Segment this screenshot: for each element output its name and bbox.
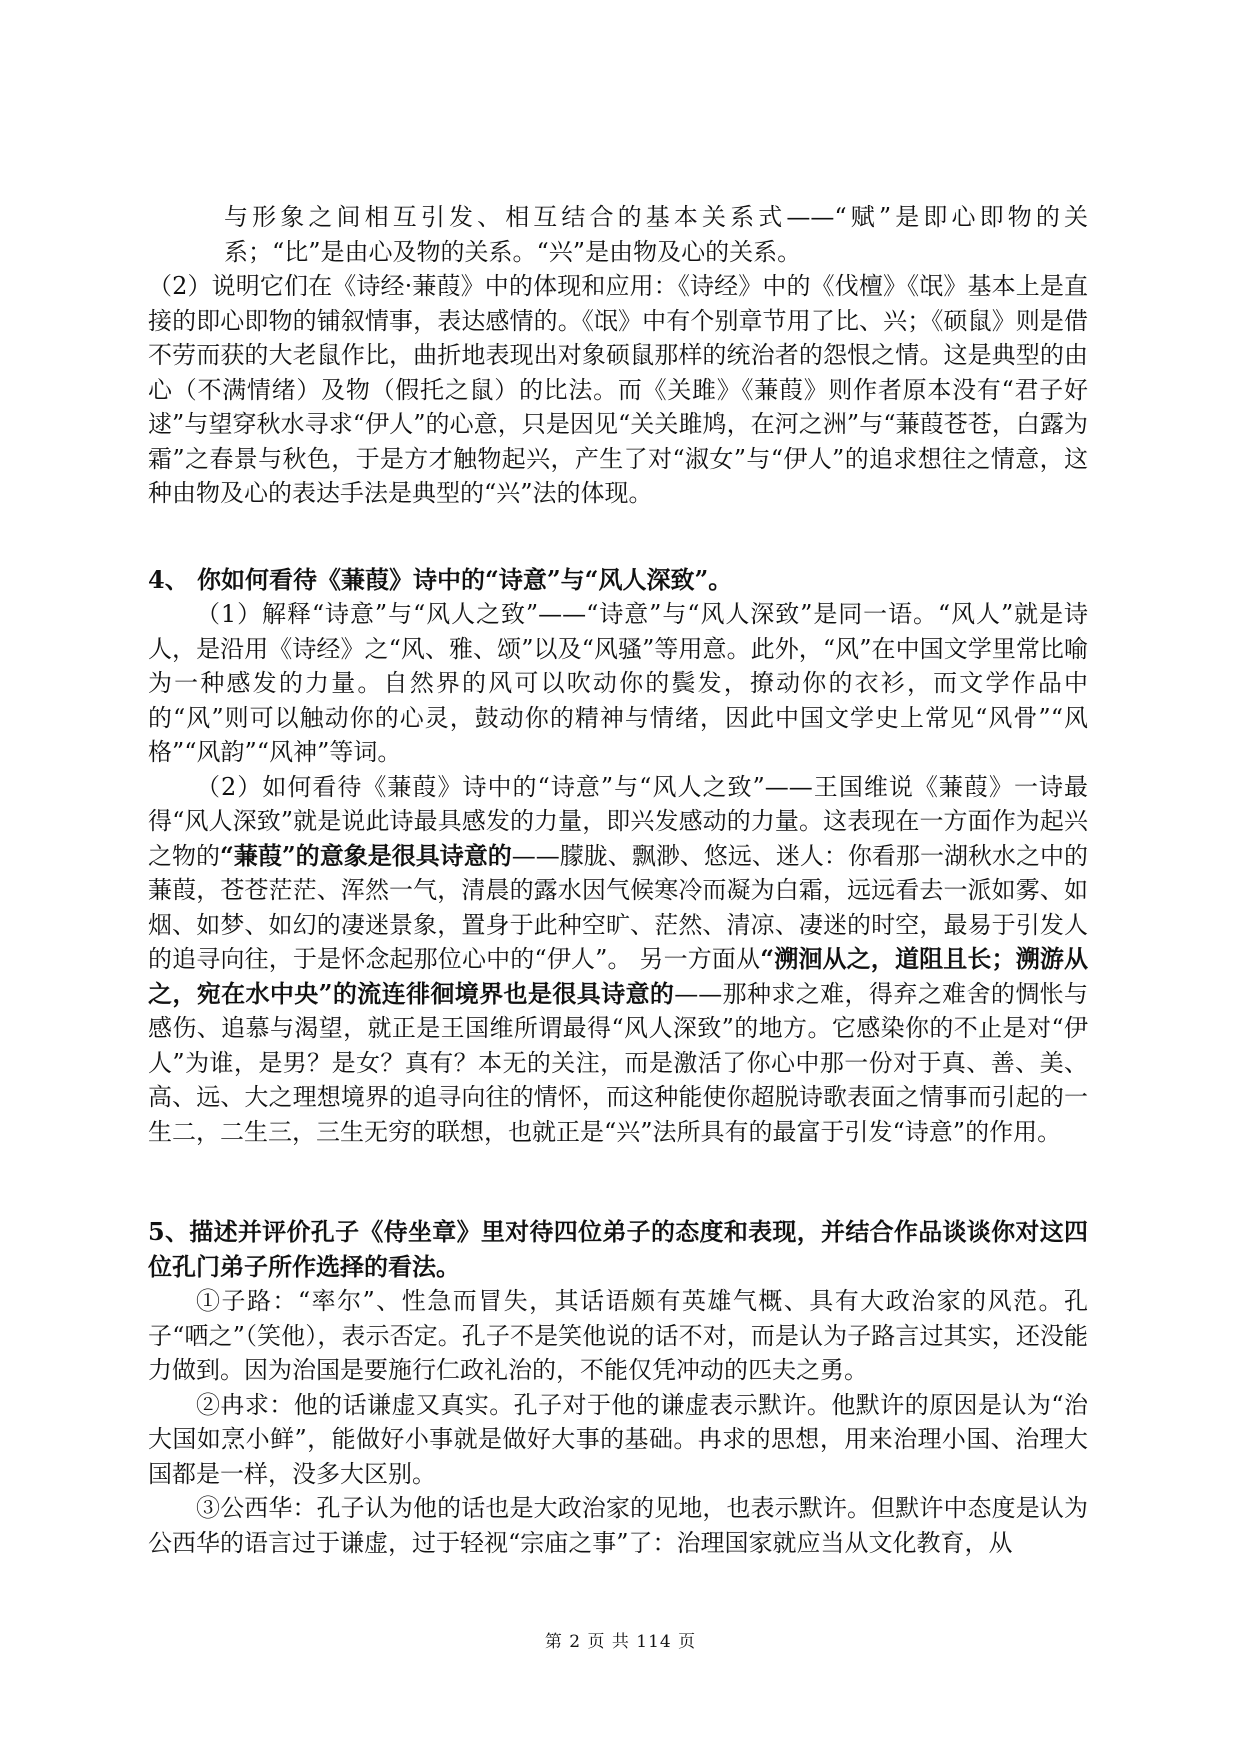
question-4-answer-2: [148, 770, 1088, 1150]
answer-2-text-c: ——那种求之难，得弃之难舍的惆怅与感伤、追慕与渴望，就正是王国维所谓最得“风人深致”的地方。它感染你的不止是对“伊人”为谁，是男？是女？真有？本无的关注，而是激活了你心中那一份对于真、善、美、高、远、大之理想境界的追寻向往的情怀，而这种能使你超脱诗歌表面之情事而引起的一生二，二生三，三生无穷的联想，也就正是“兴”法所具有的最富于引发“诗意”的作用。: [148, 979, 1089, 1146]
answer-2-bold-b: “溯洄从之，道阻且长；溯游从之，宛在水中央”的流连徘徊境界也是很具诗意的: [148, 944, 1088, 1008]
question-4-answer-1: （1）解释“诗意”与“风人之致”——“诗意”与“风人深致”是同一语。“风人”就是诗人，是沿用《诗经》之“风、雅、颂”以及“风骚”等用意。此外，“风”在中国文学里常比喻为一种感发的力量。自然界的风可以吹动你的鬓发，撩动你的衣衫，而文学作品中的“风”则可以触动你的心灵，鼓动你的精神与情绪，因此中国文学史上常见“风骨”“风格”“风韵”“风神”等词。: [148, 600, 1088, 766]
answer-2-text-b: ——朦胧、飘渺、悠远、迷人：你看那一湖秋水之中的蒹葭，苍苍茫茫、浑然一气，清晨的露水因气候寒冷而凝为白霜，远远看去一派如雾、如烟、如梦、如幻的凄迷景象，置身于此种空旷、茫然、清凉、凄迷的时空，最易于引发人的追寻向往，于是怀念起那位心中的“伊人”。 另一方面从: [148, 841, 1089, 973]
document-body: [148, 200, 1088, 1560]
answer-2-text-a: （2）如何看待《蒹葭》诗中的“诗意”与“风人之致”——王国维说《蒹葭》一诗最得“风人深致”就是说此诗最具感发的力量，即兴发感动的力量。这表现在一方面作为起兴之物的: [148, 772, 1088, 870]
question-4-heading: 4、 你如何看待《蒹葭》诗中的“诗意”与“风人深致”。: [148, 564, 733, 594]
spacer: [148, 1149, 1088, 1215]
paragraph-continuation: 与形象之间相互引发、相互结合的基本关系式——“赋”是即心即物的关系；“比”是由心及物的关系。“兴”是由物及心的关系。: [224, 203, 1088, 266]
spacer: [148, 511, 1088, 563]
question-5-answer-3: ③公西华：孔子认为他的话也是大政治家的见地，也表示默许。但默许中态度是认为公西华的语言过于谦虚，过于轻视“宗庙之事”了：治理国家就应当从文化教育，从: [148, 1494, 1088, 1557]
page-number-footer: 第 2 页 共 114 页: [544, 1632, 697, 1652]
question-5-answer-1: ①子路：“率尔”、性急而冒失，其话语颇有英雄气概、具有大政治家的风范。孔子“哂之”（笑他），表示否定。孔子不是笑他说的话不对，而是认为子路言过其实，还没能力做到。因为治国是要施行仁政礼治的，不能仅凭冲动的匹夫之勇。: [148, 1287, 1088, 1384]
paragraph-2: （2）说明它们在《诗经·蒹葭》中的体现和应用：《诗经》中的《伐檀》《氓》基本上是直接的即心即物的铺叙情事，表达感情的。《氓》中有个别章节用了比、兴；《硕鼠》则是借不劳而获的大老鼠作比，曲折地表现出对象硕鼠那样的统治者的怨恨之情。这是典型的由心（不满情绪）及物（假托之鼠）的比法。而《关雎》《蒹葭》则作者原本没有“君子好逑”与望穿秋水寻求“伊人”的心意，只是因见“关关雎鸠，在河之洲”与“蒹葭苍苍，白露为霜”之春景与秋色，于是方才触物起兴，产生了对“淑女”与“伊人”的追求想往之情意，这种由物及心的表达手法是典型的“兴”法的体现。: [148, 272, 1088, 507]
question-5-answer-2: ②冉求：他的话谦虚又真实。孔子对于他的谦虚表示默许。他默许的原因是认为“治大国如烹小鲜”，能做好小事就是做好大事的基础。冉求的思想，用来治理小国、治理大国都是一样，没多大区别。: [148, 1390, 1088, 1488]
answer-2-bold-a: “蒹葭”的意象是很具诗意的: [220, 840, 512, 870]
question-5-heading: 5、描述并评价孔子《侍坐章》里对待四位弟子的态度和表现，并结合作品谈谈你对这四位孔门弟子所作选择的看法。: [148, 1217, 1088, 1281]
